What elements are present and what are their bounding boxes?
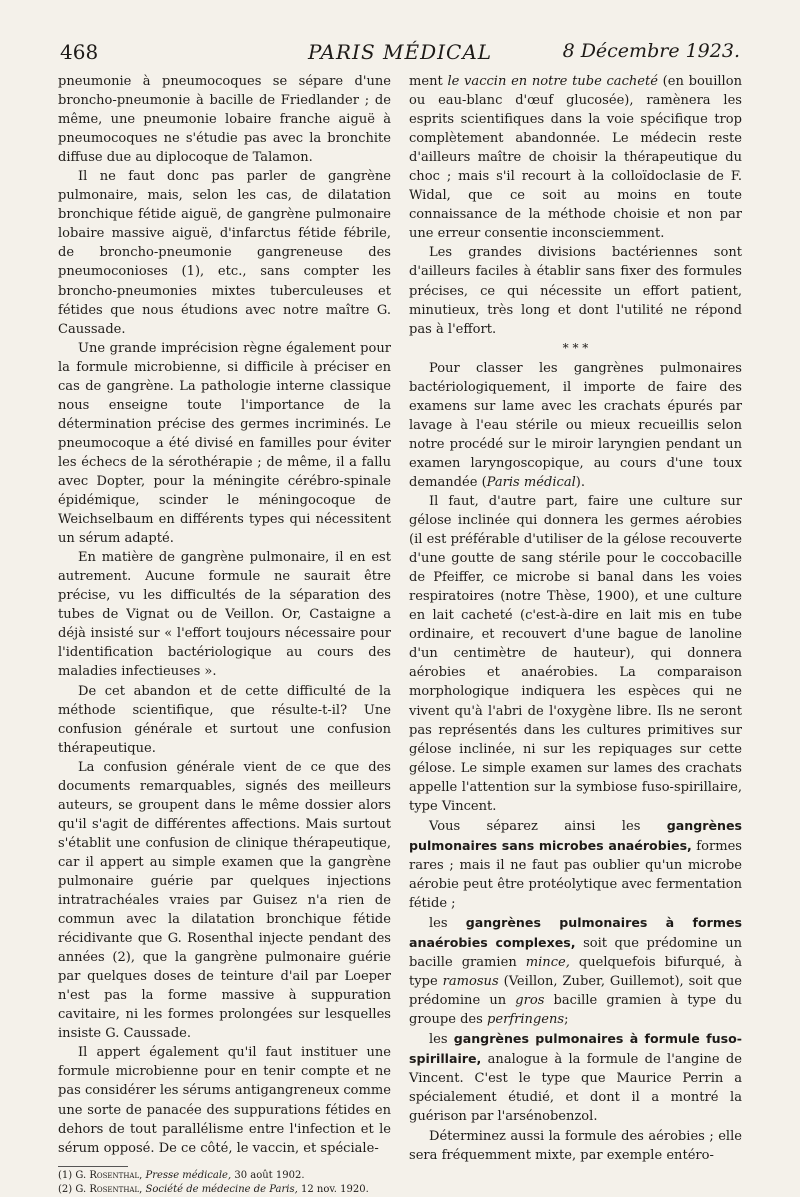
page-number: 468 (60, 40, 99, 64)
paragraph: De cet abandon et de cette difficulté de la méthode scientifique, que résulte-t-il? Une confusion générale et surtout une confusion thérapeutique. (58, 683, 391, 756)
page-header (60, 40, 740, 68)
paragraph: Déterminez aussi la formule des aérobies ; elle sera fréquemment mixte, par exemple entéro- (409, 1128, 742, 1163)
emphasis: Paris médical (486, 474, 576, 490)
footnote-source: Presse médicale, (145, 1169, 232, 1181)
footnote-1 (58, 1169, 391, 1183)
paragraph: En matière de gangrène pulmonaire, il en est autrement. Aucune formule ne saurait être précise, vu les difficultés de la séparation des tubes de Vignat ou de Veillon. Or, Castaigne a déjà insisté sur « l'effort toujours nécessaire pour l'identification bactériologique au cours des maladies infectieuses ». (58, 550, 391, 680)
journal-title: PARIS MÉDICAL (307, 40, 493, 64)
issue-date: 8 Décembre 1923. (562, 40, 740, 62)
emphasis: le vaccin en notre tube cacheté (447, 74, 658, 89)
paragraph: les gangrènes pulmonaires à formule fuso-spirillaire, analogue à la formule de l'angine de Vincent. C'est le type que Maurice Perrin a spécialement étudié, et dont il a montré la guérison par l'arsénobenzol. (409, 1031, 742, 1125)
paragraph: Il appert également qu'il faut instituer une formule microbienne pour en tenir compte et ne pas considérer les sérums antigangreneux comme une sorte de panacée des suppurations fétides en dehors de tout parallélisme entre l'infection et le sérum opposé. De ce côté, le vaccin, et spéciale- (58, 1045, 391, 1156)
footnote-number: (1) (58, 1169, 73, 1181)
paragraph: Une grande imprécision règne également pour la formule microbienne, si difficile à préciser en cas de gangrène. La pathologie interne classique nous enseigne toute l'importance de la détermination précise des germes incriminés. Le pneumocoque a été divisé en familles pour éviter les échecs de la sérothérapie ; de même, il a fallu avec Dopter, pour la méningite cérébro-spinale épidémique, scinder le méningocoque de Weichselbaum en différents types qui nécessitent un sérum adapté. (58, 340, 391, 547)
footnote-source: Société de médecine de Paris, (145, 1183, 298, 1195)
bold-term: gangrènes pulmonaires à formes anaérobies complexes, (409, 915, 742, 951)
paragraph: les gangrènes pulmonaires à formes anaérobies complexes, soit que prédomine un bacille gramien mince, quelquefois bifurqué, à type ramosus (Veillon, Zuber, Guillemot), soit que prédomine un gros bacille gramien à type du groupe des perfringens; (409, 915, 743, 1028)
paragraph: La confusion générale vient de ce que des documents remarquables, signés des meilleurs auteurs, se groupent dans le même dossier alors qu'il s'agit de différentes affections. Mais surtout s'établit une confusion de clinique thérapeutique, car il appert au simple examen que la gangrène pulmonaire guérie par quelques injections intratrachéales vraies par Guisez n'a rien de commun avec la dilatation bronchique fétide récidivante que G. Rosenthal injecte pendant des années (2), que la gangrène pulmonaire guérie par quelques doses de teinture d'ail par Loeper n'est pas la forme massive à suppuration cavitaire, ni les formes prolongées sur lesquelles insiste G. Caussade. (58, 759, 391, 1042)
paragraph: Il faut, d'autre part, faire une culture sur gélose inclinée qui donnera les germes aérobies (il est préférable d'utiliser de la gélose recouverte d'une goutte de sang stérile pour le coccobacille de Pfeiffer, ce microbe si banal dans les voies respiratoires (notre Thèse, 1900), et une culture en lait cacheté (c'est-à-dire en lait mis en tube ordinaire, et recouvert d'une bague de lanoline d'un centimètre de hauteur), qui donnera aérobies et anaérobies. La comparaison morphologique indiquera les espèces qui ne vivent qu'à l'abri de l'oxygène libre. Ils ne seront pas représentés dans les cultures primitives sur gélose inclinée, ni sur les repiquages sur cette gélose. Le simple examen sur lames des crachats appelle l'attention sur la symbiose fuso-spirillaire, type Vincent. (409, 493, 742, 814)
left-column (58, 72, 391, 1197)
paragraph: Pour classer les gangrènes pulmonaires bactériologiquement, il importe de faire des examens sur lame avec les crachats épurés par lavage à l'eau stérile ou mieux recueillis selon notre procédé sur le miroir laryngien pendant un examen laryngoscopique, au cours d'une toux demandée (Paris médical). (409, 360, 742, 490)
paragraph: ment le vaccin en notre tube cacheté (en bouillon ou eau-blanc d'œuf glucosée), ramènera les esprits scientifiques dans la voie spécifique trop complètement abandonnée. Le médecin reste d'ailleurs maître de choisir la thérapeutique du choc ; mais s'il recourt à la colloïdoclasie de F. Widal, que ce soit au moins en toute connaissance de la méthode choisie et non par une erreur consentie inconsciemment. (409, 74, 742, 242)
bold-term: gangrènes pulmonaires à formule fuso-spirillaire, (409, 1031, 742, 1067)
footnote-number: (2) (58, 1183, 73, 1195)
right-column (409, 72, 742, 1165)
footnote-2 (58, 1183, 391, 1197)
paragraph: pneumonie à pneumocoques se sépare d'une broncho-pneumonie à bacille de Friedlander ; de même, une pneumonie lobaire franche aiguë à pneumocoques ne s'étudie pas avec la bronchite diffuse due au diplocoque de Talamon. (58, 74, 391, 166)
paragraph: Vous séparez ainsi les gangrènes pulmonaires sans microbes anaérobies, formes rares ; mais il ne faut pas oublier qu'un microbe aérobie peut être protéolytique avec fermentation fétide ; (409, 817, 742, 911)
footnote-author: G. Rosenthal, (75, 1183, 143, 1195)
footnote-rule (58, 1166, 128, 1167)
footnote-author: G. Rosenthal, (75, 1169, 143, 1181)
bold-term: gangrènes pulmonaires sans microbes anaérobies, (409, 817, 742, 853)
footnote-date: 12 nov. 1920. (300, 1183, 369, 1195)
footnote-date: 30 août 1902. (234, 1169, 305, 1181)
paragraph: Les grandes divisions bactériennes sont d'ailleurs faciles à établir sans fixer des formules précises, ce qui nécessite un effort patient, minutieux, très long et dont l'utilité ne répond pas à l'effort. (409, 245, 742, 337)
section-separator: * * * (562, 340, 589, 355)
paragraph: Il ne faut donc pas parler de gangrène pulmonaire, mais, selon les cas, de dilatation bronchique fétide aiguë, de gangrène pulmonaire lobaire massive aiguë, d'infarctus fétide fébrile, de broncho-pneumonie gangreneuse des pneumoconioses (1), etc., sans compter les broncho-pneumonies mixtes tuberculeuses et fétides que nous étudions avec notre maître G. Caussade. (58, 169, 391, 337)
